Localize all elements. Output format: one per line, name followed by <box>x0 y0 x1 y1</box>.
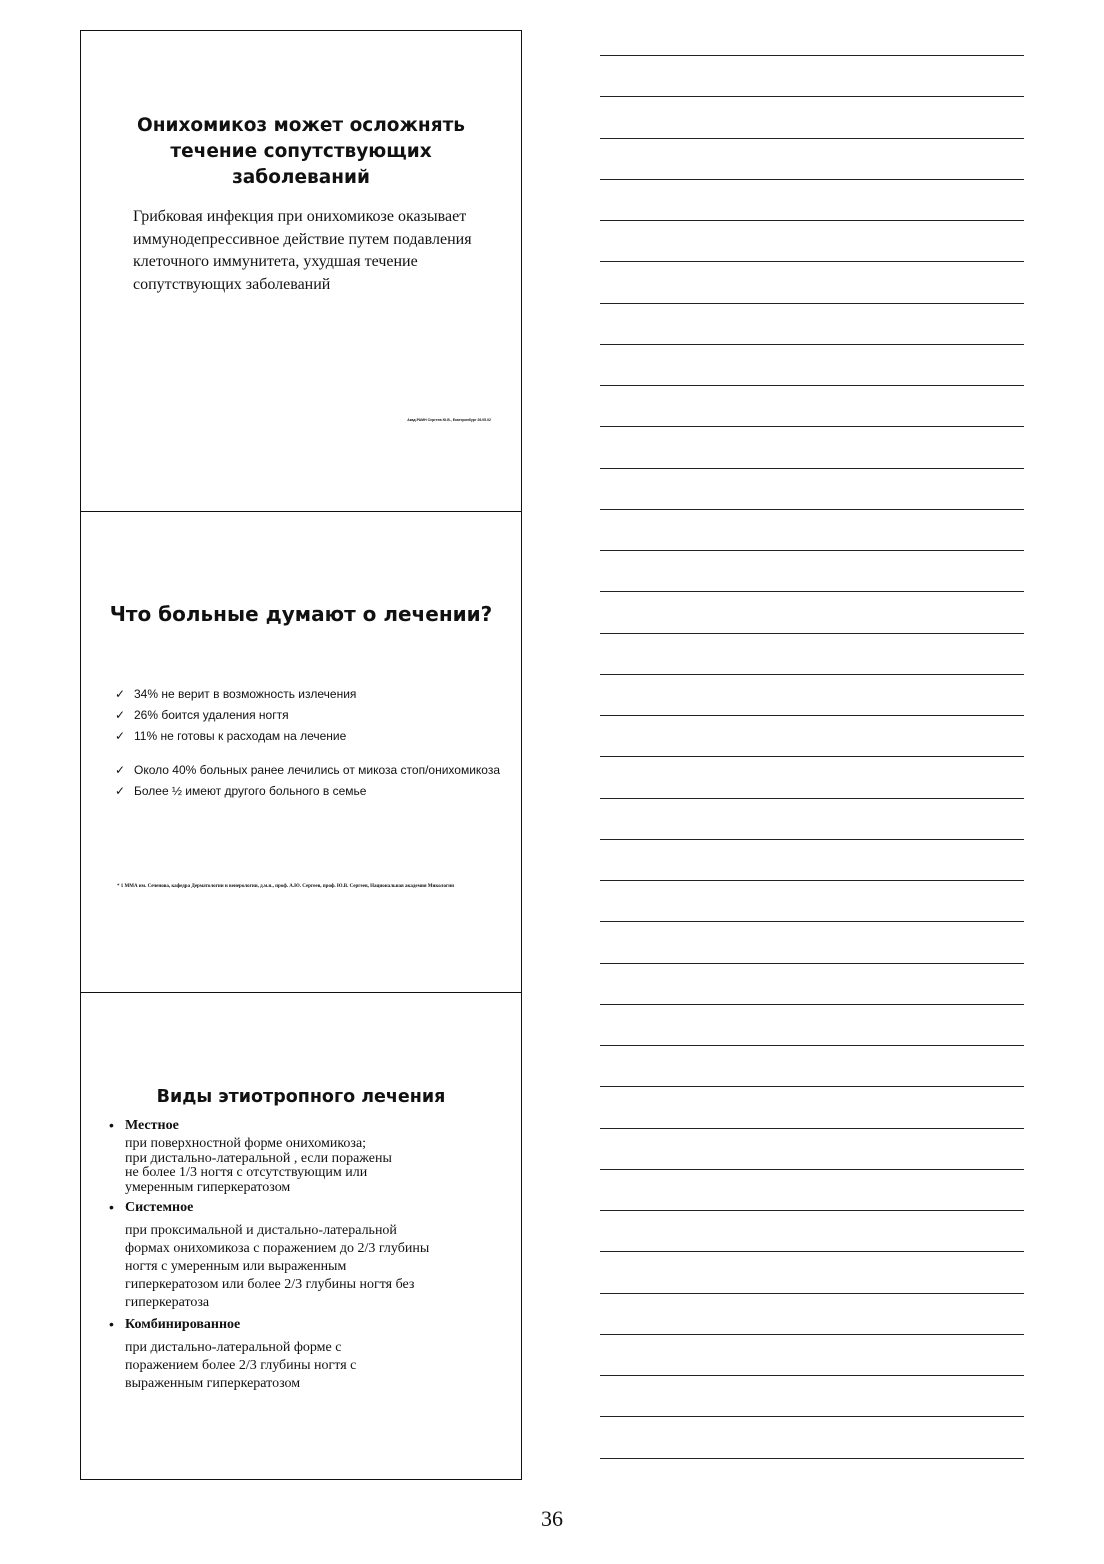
treatment-name: Комбинированное <box>125 1317 241 1332</box>
check-icon: ✓ <box>115 687 126 701</box>
note-line <box>600 633 1024 634</box>
list-item: ✓ Более ½ имеют другого больного в семье <box>115 783 367 798</box>
list-item: ✓ 11% не готовы к расходам на лечение <box>115 729 347 743</box>
treatment-description: при поверхностной форме онихомикоза; при дистально-латеральной , если поражены не более 1/3 ногтя с отсутствующим или умеренным гиперкератозом <box>125 1136 392 1195</box>
check-icon: ✓ <box>115 708 126 722</box>
note-line <box>600 591 1024 592</box>
treatment-list <box>109 1117 495 1393</box>
note-line <box>600 96 1024 97</box>
note-line <box>600 1375 1024 1376</box>
note-line <box>600 1169 1024 1170</box>
note-line <box>600 839 1024 840</box>
treatment-item-local <box>109 1117 495 1195</box>
slide-title: Что больные думают о лечении? <box>109 602 493 626</box>
slide-source-note: Акад.РАМН Сергеев Ю.В., Екатеринбург 26.05.02 <box>407 418 491 422</box>
treatment-item-combined <box>109 1316 495 1393</box>
note-line <box>600 385 1024 386</box>
note-line <box>600 179 1024 180</box>
note-line <box>600 509 1024 510</box>
note-line <box>600 261 1024 262</box>
slide-onychomycosis-complications <box>81 31 521 511</box>
note-line <box>600 756 1024 757</box>
slide-title: Виды этиотропного лечения <box>156 1087 446 1107</box>
treatment-item-systemic <box>109 1199 495 1312</box>
note-line <box>600 921 1024 922</box>
note-line <box>600 880 1024 881</box>
note-line <box>600 1334 1024 1335</box>
slide-patient-opinions <box>81 511 521 992</box>
check-icon: ✓ <box>115 729 126 743</box>
note-line <box>600 798 1024 799</box>
note-line <box>600 550 1024 551</box>
note-line <box>600 1210 1024 1211</box>
note-line <box>600 1128 1024 1129</box>
list-item: ✓ 34% не верит в возможность излечения <box>115 687 357 701</box>
bullet-icon: • <box>109 1199 114 1215</box>
note-line <box>600 1251 1024 1252</box>
slide-source-note: * 1 ММА им. Сеченова, кафедра Дерматологии и венерологии, д.м.н., проф. А.Ю. Сергеев, проф. Ю.В. Сергеев, Национальная академия Микологии <box>117 884 454 889</box>
note-line <box>600 674 1024 675</box>
note-line <box>600 426 1024 427</box>
slide-treatment-types <box>81 992 521 1479</box>
note-line <box>600 1458 1024 1459</box>
bullet-icon: • <box>109 1316 114 1332</box>
check-icon: ✓ <box>115 762 126 777</box>
note-line <box>600 55 1024 56</box>
bullet-icon: • <box>109 1117 114 1133</box>
treatment-name: Местное <box>125 1118 179 1133</box>
slides-column <box>80 30 522 1480</box>
check-icon: ✓ <box>115 783 126 798</box>
note-line <box>600 1293 1024 1294</box>
note-line <box>600 344 1024 345</box>
treatment-description: при проксимальной и дистально-латеральной формах онихомикоза с поражением до 2/3 глубины ногтя с умеренным или выраженным гиперкератозом или более 2/3 глубины ногтя без гиперкератоза <box>125 1223 430 1310</box>
note-line <box>600 1416 1024 1417</box>
note-line <box>600 1045 1024 1046</box>
note-line <box>600 220 1024 221</box>
note-line <box>600 1086 1024 1087</box>
slide-body-text: Грибковая инфекция при онихомикозе оказывает иммунодепрессивное действие путем подавления клеточного иммунитета, ухудшая течение сопутствующих заболеваний <box>133 208 472 293</box>
slide-title: Онихомикоз может осложнять течение сопутствующих заболеваний <box>136 115 466 188</box>
page-number: 36 <box>541 1506 563 1531</box>
list-item: ✓ 26% боится удаления ногтя <box>115 708 289 722</box>
treatment-name: Системное <box>125 1200 194 1215</box>
treatment-description: при дистально-латеральной форме с поражением более 2/3 глубины ногтя с выраженным гиперкератозом <box>125 1340 357 1391</box>
list-item: ✓ Около 40% больных ранее лечились от микоза стоп/онихомикоза <box>115 762 501 777</box>
note-line <box>600 963 1024 964</box>
opinion-list <box>115 686 501 804</box>
note-line <box>600 468 1024 469</box>
note-line <box>600 715 1024 716</box>
note-line <box>600 138 1024 139</box>
note-line <box>600 1004 1024 1005</box>
note-lines <box>600 0 1024 1500</box>
note-line <box>600 303 1024 304</box>
